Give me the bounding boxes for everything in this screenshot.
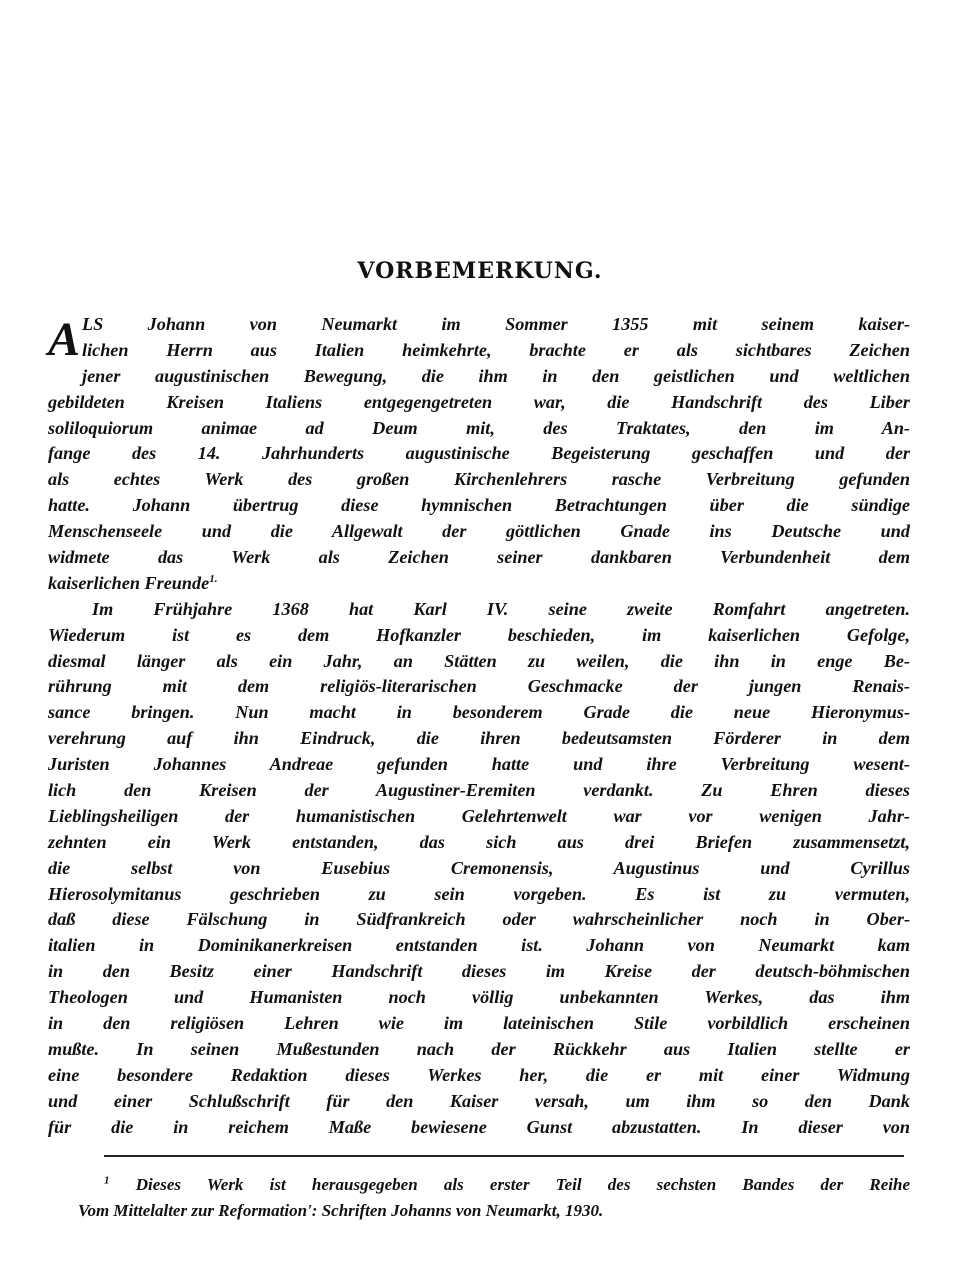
text-line: Hierosolymitanus geschrieben zu sein vorgeben. Es ist zu vermuten,	[48, 883, 910, 904]
text-line	[48, 571, 910, 597]
text-line: rührung mit dem religiös-literarischen Geschmacke der jungen Renais-	[48, 676, 910, 697]
text-line: in den Besitz einer Handschrift dieses im Kreise der deutsch-böhmischen	[48, 961, 910, 982]
text-line: Menschenseele und die Allgewalt der göttlichen Gnade ins Deutsche und	[48, 521, 910, 542]
text-line: lichen Herrn aus Italien heimkehrte, brachte er als sichtbares Zeichen	[82, 339, 910, 360]
paragraph-start-line: Im Frühjahre 1368 hat Karl IV. seine zweite Romfahrt angetreten.	[92, 598, 910, 619]
text-line: zehnten ein Werk entstanden, das sich aus drei Briefen zusammensetzt,	[48, 831, 910, 852]
text-line: widmete das Werk als Zeichen seiner dankbaren Verbundenheit dem	[48, 547, 910, 568]
footnote	[78, 1172, 910, 1224]
text-line: fange des 14. Jahrhunderts augustinische Begeisterung geschaffen und der	[48, 443, 910, 464]
footnote-divider	[104, 1155, 904, 1157]
footnote-line: Vom Mittelalter zur Reformation': Schriften Johanns von Neumarkt, 1930.	[78, 1201, 604, 1220]
text-line: Wiederum ist es dem Hofkanzler beschieden, im kaiserlichen Gefolge,	[48, 624, 910, 645]
drop-cap: A	[48, 313, 81, 366]
text-line: soliloquiorum animae ad Deum mit, des Traktates, den im An-	[48, 417, 910, 438]
text-line: italien in Dominikanerkreisen entstanden ist. Johann von Neumarkt kam	[48, 935, 910, 956]
text-line: mußte. In seinen Mußestunden nach der Rückkehr aus Italien stellte er	[48, 1038, 910, 1059]
text-line: daß diese Fälschung in Südfrankreich oder wahrscheinlicher noch in Ober-	[48, 909, 910, 930]
text-line: die selbst von Eusebius Cremonensis, Augustinus und Cyrillus	[48, 857, 910, 878]
text-line: in den religiösen Lehren wie im lateinischen Stile vorbildlich erscheinen	[48, 1013, 910, 1034]
text-line: Theologen und Humanisten noch völlig unbekannten Werkes, das ihm	[48, 987, 910, 1008]
text-line: lich den Kreisen der Augustiner-Eremiten verdankt. Zu Ehren dieses	[48, 780, 910, 801]
paragraph-end-text: kaiserlichen Freunde	[48, 572, 210, 593]
footnote-number: 1	[104, 1174, 110, 1187]
text-line: und einer Schlußschrift für den Kaiser versah, um ihm so den Dank	[48, 1090, 910, 1111]
text-line: sance bringen. Nun macht in besonderem Grade die neue Hieronymus-	[48, 702, 910, 723]
text-line: hatte. Johann übertrug diese hymnischen Betrachtungen über die sündige	[48, 495, 910, 516]
text-line: diesmal länger als ein Jahr, an Stätten zu weilen, die ihn in enge Be-	[48, 650, 910, 671]
text-line: Lieblingsheiligen der humanistischen Gelehrtenwelt war vor wenigen Jahr-	[48, 805, 910, 826]
text-line: für die in reichem Maße bewiesene Gunst abzustatten. In dieser von	[48, 1116, 910, 1137]
main-text	[48, 312, 910, 1141]
footnote-text: Dieses Werk ist herausgegeben als erster Teil des sechsten Bandes der Reihe	[135, 1175, 910, 1194]
text-line: LS Johann von Neumarkt im Sommer 1355 mit seinem kaiser-	[82, 314, 910, 334]
text-line: jener augustinischen Bewegung, die ihm in den geistlichen und weltlichen	[82, 365, 910, 386]
text-line: Juristen Johannes Andreae gefunden hatte und ihre Verbreitung wesent-	[48, 754, 910, 775]
text-line: eine besondere Redaktion dieses Werkes her, die er mit einer Widmung	[48, 1064, 910, 1085]
text-line: als echtes Werk des großen Kirchenlehrers rasche Verbreitung gefunden	[48, 469, 910, 490]
text-line: gebildeten Kreisen Italiens entgegengetreten war, die Handschrift des Liber	[48, 391, 910, 412]
page-title: VORBEMERKUNG.	[357, 258, 603, 284]
footnote-line	[78, 1172, 910, 1198]
footnote-reference[interactable]: 1.	[209, 572, 218, 585]
text-line: verehrung auf ihn Eindruck, die ihren bedeutsamsten Förderer in dem	[48, 728, 910, 749]
